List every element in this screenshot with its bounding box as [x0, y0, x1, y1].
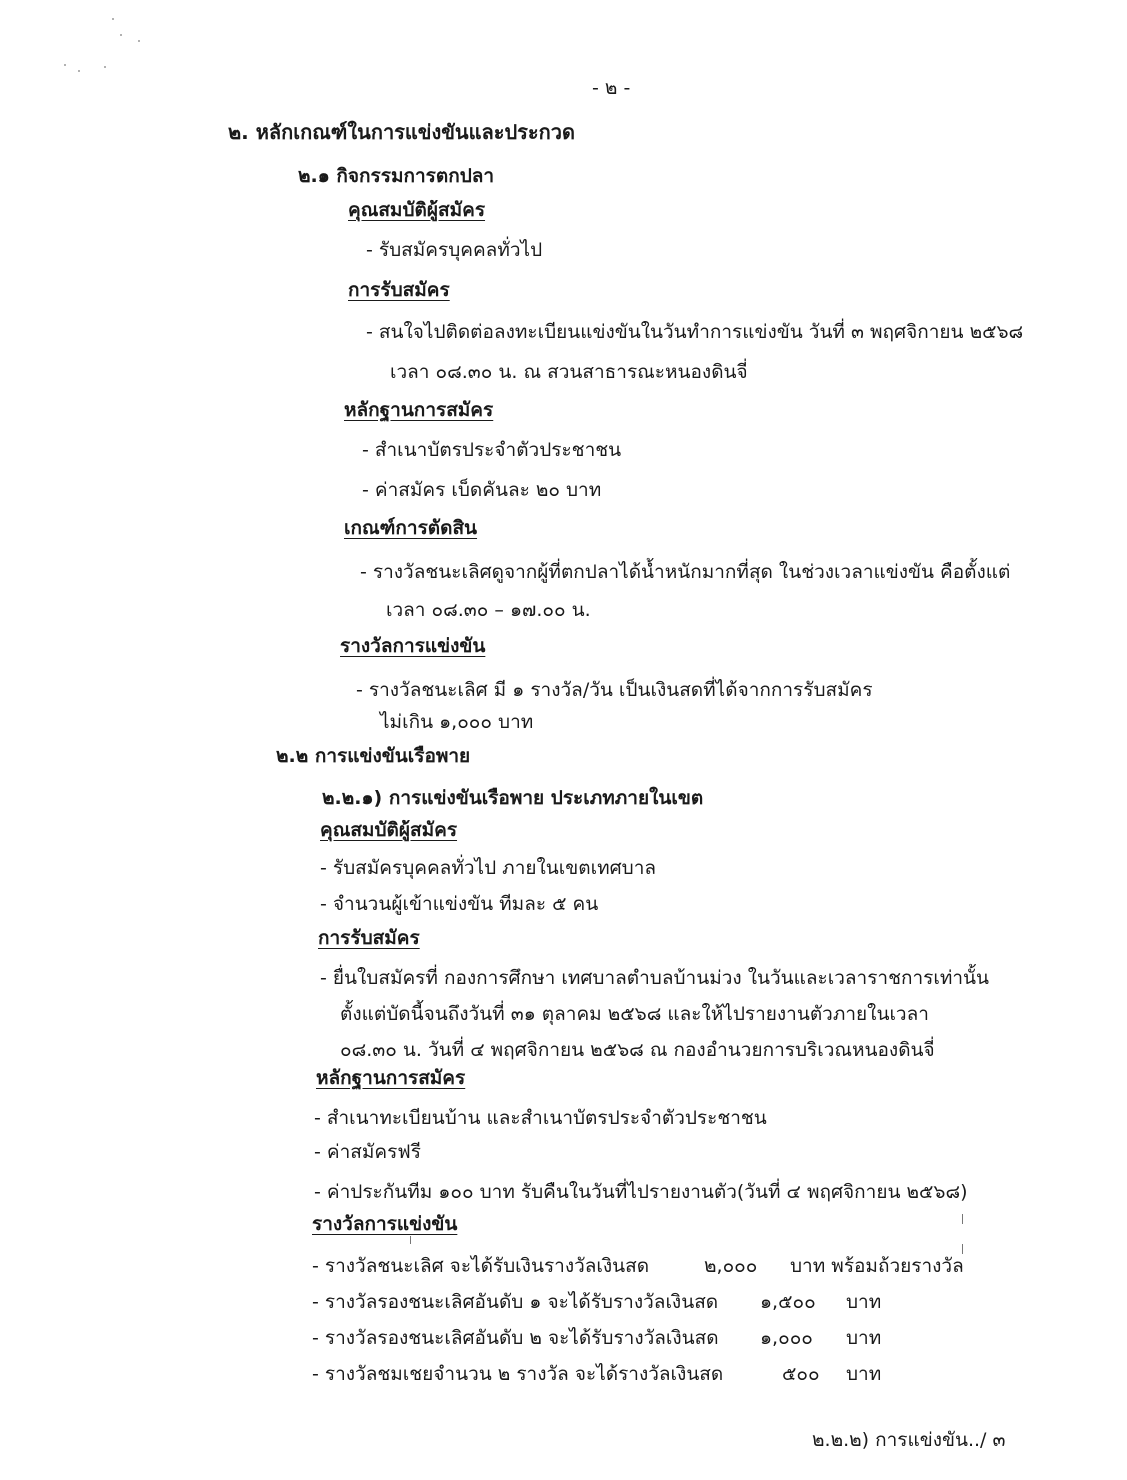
boat-evid-label: หลักฐานการสมัคร	[316, 1067, 466, 1089]
boat-reg-1c: ๐๘.๓๐ น. วันที่ ๔ พฤศจิกายน ๒๕๖๘ ณ กองอำนวยการบริเวณหนองดินจี่	[340, 1039, 935, 1061]
fishing-heading: ๒.๑ กิจกรรมการตกปลา	[298, 165, 495, 187]
fishing-prize-label: รางวัลการแข่งขัน	[340, 635, 486, 657]
prize-row-unit: บาท	[846, 1363, 882, 1385]
scan-speck	[104, 66, 106, 68]
scan-speck	[120, 34, 122, 36]
boat-evid-3: - ค่าประกันทีม ๑๐๐ บาท รับคืนในวันที่ไปรายงานตัว(วันที่ ๔ พฤศจิกายน ๒๕๖๘)	[314, 1181, 968, 1203]
fishing-evid-2: - ค่าสมัคร เบ็ดคันละ ๒๐ บาท	[362, 479, 602, 501]
scan-speck	[138, 40, 140, 42]
prize-row-amount: ๒,๐๐๐	[704, 1255, 758, 1277]
fishing-reg-label: การรับสมัคร	[348, 279, 450, 301]
scan-mark	[962, 1244, 963, 1254]
boat-evid-1: - สำเนาทะเบียนบ้าน และสำเนาบัตรประจำตัวประชาชน	[314, 1107, 767, 1129]
boat-reg-label: การรับสมัคร	[318, 927, 420, 949]
fishing-prize-1b: ไม่เกิน ๑,๐๐๐ บาท	[380, 711, 534, 733]
boat-qual-1: - รับสมัครบุคคลทั่วไป ภายในเขตเทศบาล	[320, 857, 657, 879]
boat-heading: ๒.๒ การแข่งขันเรือพาย	[276, 745, 471, 767]
prize-row-name: - รางวัลรองชนะเลิศอันดับ ๒ จะได้รับรางวัลเงินสด	[312, 1327, 719, 1349]
fishing-evid-label: หลักฐานการสมัคร	[344, 399, 494, 421]
boat-evid-2: - ค่าสมัครฟรี	[314, 1141, 421, 1163]
prize-row-amount: ๑,๕๐๐	[760, 1291, 816, 1313]
boat-prize-label: รางวัลการแข่งขัน	[312, 1213, 458, 1235]
fishing-qual-label: คุณสมบัติผู้สมัคร	[348, 199, 486, 221]
fishing-qual-1: - รับสมัครบุคคลทั่วไป	[366, 239, 543, 261]
scan-speck	[64, 64, 66, 66]
prize-row-name: - รางวัลรองชนะเลิศอันดับ ๑ จะได้รับรางวัลเงินสด	[312, 1291, 719, 1313]
fishing-reg-1b: เวลา ๐๘.๓๐ น. ณ สวนสาธารณะหนองดินจี่	[390, 361, 748, 383]
prize-row-name: - รางวัลชนะเลิศ จะได้รับเงินรางวัลเงินสด	[312, 1255, 650, 1277]
fishing-judge-1b: เวลา ๐๘.๓๐ – ๑๗.๐๐ น.	[386, 599, 591, 621]
fishing-evid-1: - สำเนาบัตรประจำตัวประชาชน	[362, 439, 622, 461]
prize-row-unit: บาท พร้อมถ้วยรางวัล	[790, 1255, 964, 1277]
fishing-judge-1a: - รางวัลชนะเลิศดูจากผู้ที่ตกปลาได้น้ำหนักมากที่สุด ในช่วงเวลาแข่งขัน คือตั้งแต่	[360, 561, 1011, 583]
scan-mark	[410, 1236, 411, 1244]
fishing-judge-label: เกณฑ์การตัดสิน	[344, 517, 478, 539]
continuation-note: ๒.๒.๒) การแข่งขัน../ ๓	[812, 1429, 1006, 1451]
fishing-prize-1a: - รางวัลชนะเลิศ มี ๑ รางวัล/วัน เป็นเงินสดที่ได้จากการรับสมัคร	[356, 679, 873, 701]
boat-reg-1b: ตั้งแต่บัดนี้จนถึงวันที่ ๓๑ ตุลาคม ๒๕๖๘ และให้ไปรายงานตัวภายในเวลา	[340, 1003, 929, 1025]
fishing-reg-1a: - สนใจไปติดต่อลงทะเบียนแข่งขันในวันทำการแข่งขัน วันที่ ๓ พฤศจิกายน ๒๕๖๘	[366, 321, 1024, 343]
prize-row-unit: บาท	[846, 1327, 882, 1349]
page-number: - ๒ -	[592, 77, 631, 99]
prize-row-unit: บาท	[846, 1291, 882, 1313]
scan-speck	[78, 70, 80, 72]
prize-row-name: - รางวัลชมเชยจำนวน ๒ รางวัล จะได้รางวัลเงินสด	[312, 1363, 724, 1385]
boat-sub-heading: ๒.๒.๑) การแข่งขันเรือพาย ประเภทภายในเขต	[322, 787, 704, 809]
scan-mark	[962, 1214, 963, 1224]
boat-qual-2: - จำนวนผู้เข้าแข่งขัน ทีมละ ๕ คน	[320, 893, 599, 915]
section-title: ๒. หลักเกณฑ์ในการแข่งขันและประกวด	[228, 120, 575, 144]
prize-row-amount: ๑,๐๐๐	[760, 1327, 813, 1349]
scan-speck	[112, 18, 114, 20]
boat-qual-label: คุณสมบัติผู้สมัคร	[320, 819, 458, 841]
prize-row-amount: ๕๐๐	[782, 1363, 820, 1385]
boat-reg-1a: - ยื่นใบสมัครที่ กองการศึกษา เทศบาลตำบลบ้านม่วง ในวันและเวลาราชการเท่านั้น	[320, 967, 990, 989]
